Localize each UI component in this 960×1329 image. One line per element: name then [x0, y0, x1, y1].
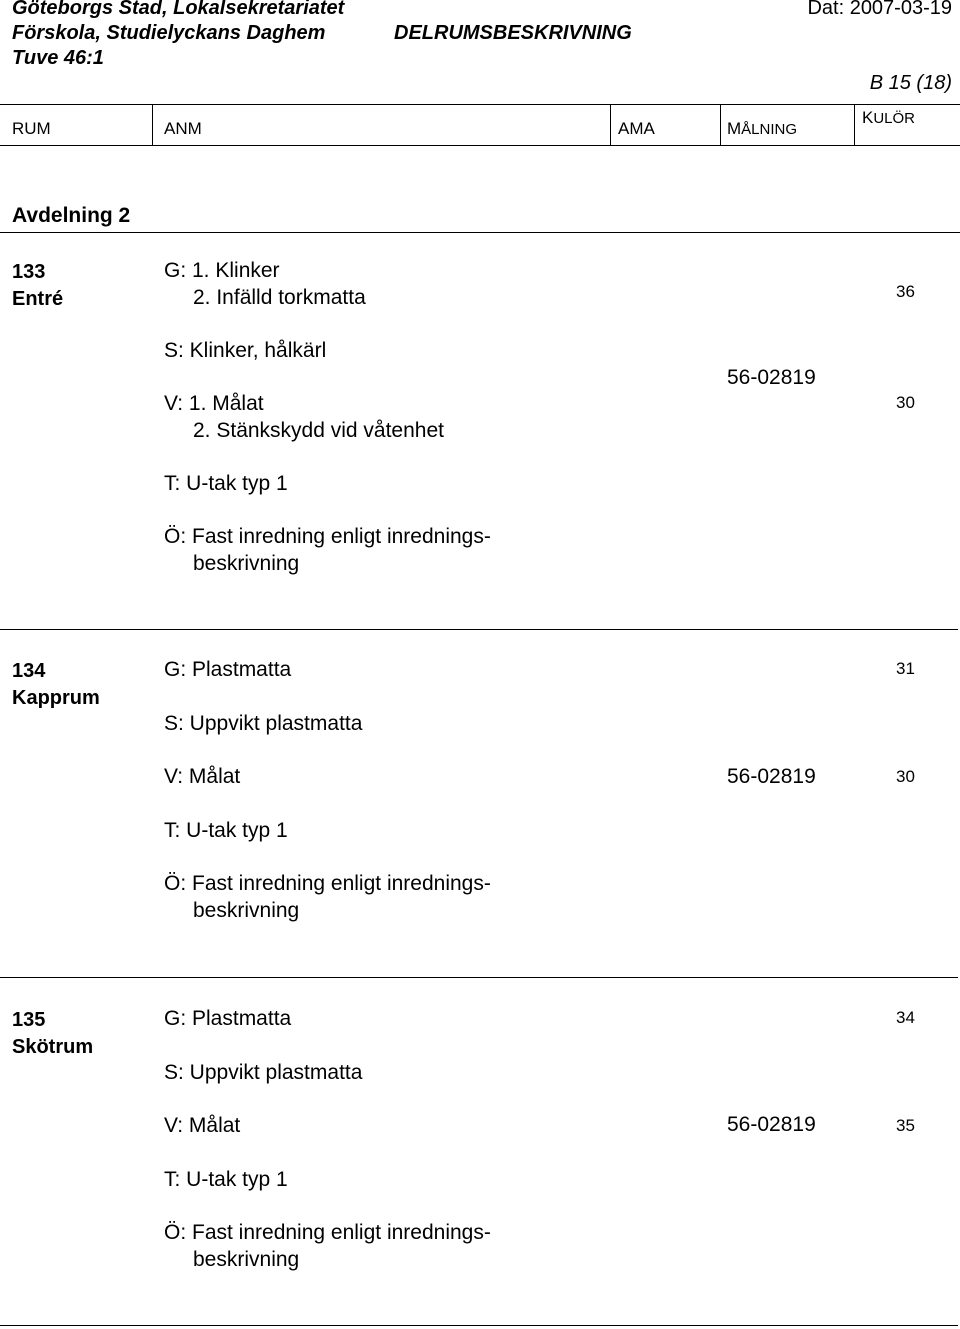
room-divider: [0, 629, 958, 630]
column-divider: [152, 104, 153, 145]
header-bottom-rule: [0, 145, 960, 146]
column-divider: [854, 104, 855, 145]
column-header-malning: [727, 119, 797, 139]
skirting-spec: S: Uppvikt plastmatta: [164, 1061, 363, 1084]
color-code: 30: [896, 393, 915, 412]
column-header-malning-rest: ÅLNING: [741, 121, 798, 138]
wall-spec: V: Målat: [164, 765, 241, 788]
column-header-kulor: [862, 108, 915, 128]
column-header-anm: ANM: [164, 119, 202, 138]
room-number: 133: [12, 261, 46, 283]
floor-spec: G: Plastmatta: [164, 1007, 292, 1030]
wall-spec-continued: 2. Stänkskydd vid våtenhet: [193, 419, 444, 442]
property-designation: Tuve 46:1: [12, 47, 104, 69]
room-divider: [0, 977, 958, 978]
other-spec: Ö: Fast inredning enligt inrednings-: [164, 872, 491, 895]
color-code: 35: [896, 1116, 915, 1135]
column-header-rum: RUM: [12, 119, 51, 138]
other-spec-continued: beskrivning: [193, 1248, 300, 1271]
room-name: Skötrum: [12, 1036, 94, 1058]
column-divider: [610, 104, 611, 145]
column-header-ama: AMA: [618, 119, 655, 138]
other-spec-continued: beskrivning: [193, 552, 300, 575]
room-number: 134: [12, 660, 46, 682]
paint-code: 56-02819: [727, 366, 816, 389]
ceiling-spec: T: U-tak typ 1: [164, 472, 288, 495]
floor-spec: G: Plastmatta: [164, 658, 292, 681]
column-header-malning-initial: M: [727, 119, 742, 138]
skirting-spec: S: Klinker, hålkärl: [164, 339, 327, 362]
document-type: DELRUMSBESKRIVNING: [394, 22, 632, 44]
color-code: 30: [896, 767, 915, 786]
ceiling-spec: T: U-tak typ 1: [164, 1168, 288, 1191]
document-date: Dat: 2007-03-19: [807, 0, 952, 19]
section-rule: [0, 232, 960, 233]
paint-code: 56-02819: [727, 1113, 816, 1136]
section-heading: Avdelning 2: [12, 204, 131, 227]
other-spec: Ö: Fast inredning enligt inrednings-: [164, 1221, 491, 1244]
floor-spec-continued: 2. Infälld torkmatta: [193, 286, 366, 309]
color-code: 36: [896, 282, 915, 301]
column-header-kulor-rest: ULÖR: [873, 110, 916, 127]
other-spec-continued: beskrivning: [193, 899, 300, 922]
room-divider: [0, 1325, 958, 1326]
column-header-kulor-initial: K: [862, 108, 874, 127]
color-code: 34: [896, 1008, 915, 1027]
project-name: Förskola, Studielyckans Daghem: [12, 22, 326, 44]
organization-name: Göteborgs Stad, Lokalsekretariatet: [12, 0, 345, 19]
floor-spec: G: 1. Klinker: [164, 259, 280, 282]
wall-spec: V: Målat: [164, 1114, 241, 1137]
ceiling-spec: T: U-tak typ 1: [164, 819, 288, 842]
wall-spec: V: 1. Målat: [164, 392, 264, 415]
page-number: B 15 (18): [869, 72, 952, 94]
color-code: 31: [896, 659, 915, 678]
room-number: 135: [12, 1009, 46, 1031]
skirting-spec: S: Uppvikt plastmatta: [164, 712, 363, 735]
room-name: Entré: [12, 288, 64, 310]
column-divider: [720, 104, 721, 145]
other-spec: Ö: Fast inredning enligt inrednings-: [164, 525, 491, 548]
header-top-rule: [0, 104, 960, 105]
room-name: Kapprum: [12, 687, 100, 709]
paint-code: 56-02819: [727, 765, 816, 788]
